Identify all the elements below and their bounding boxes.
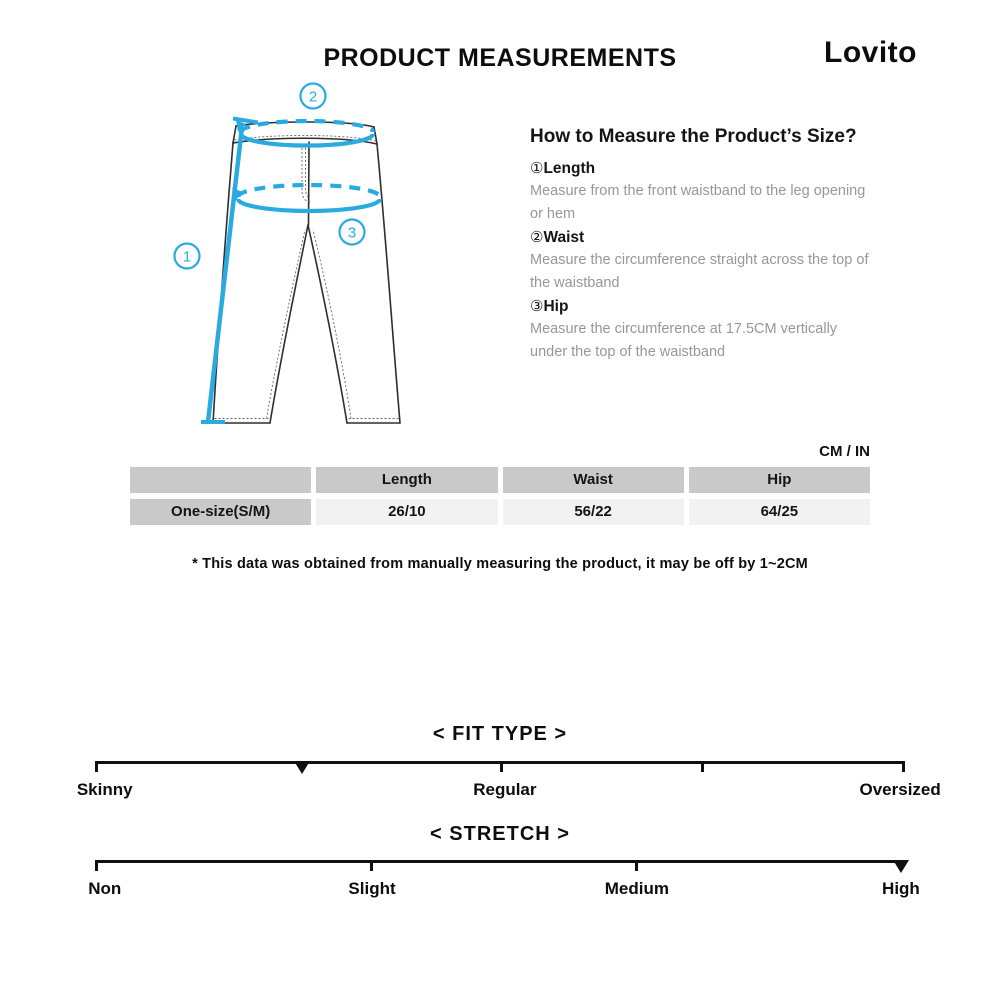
stretch-tick-slight xyxy=(370,860,373,871)
stretch-label-slight: Slight xyxy=(348,879,396,898)
hip-measure-ellipse xyxy=(232,185,380,211)
stretch-axis xyxy=(95,860,905,863)
stretch-scale xyxy=(88,860,920,905)
unit-label: CM / IN xyxy=(819,443,870,460)
fit-type-tick-3q xyxy=(701,761,704,772)
table-header-empty xyxy=(130,467,311,493)
stretch-cap-left xyxy=(95,860,98,871)
table-value-waist: 56/22 xyxy=(503,499,684,525)
table-row-label: One-size(S/M) xyxy=(130,499,311,525)
fit-type-scale xyxy=(76,761,941,806)
stretch-label-high: High xyxy=(882,879,920,898)
measurement-disclaimer: * This data was obtained from manually measuring the product, it may be off by 1~2CM xyxy=(192,556,808,572)
size-table xyxy=(130,467,870,525)
pants-outline xyxy=(213,122,400,423)
fit-label-skinny: Skinny xyxy=(76,780,133,799)
measure-item-length-name: ①Length xyxy=(530,160,596,177)
table-header-length: Length xyxy=(316,467,497,493)
fit-label-regular: Regular xyxy=(473,780,537,799)
circled-3: ③ xyxy=(530,298,544,315)
svg-text:2: 2 xyxy=(308,88,318,106)
how-to-heading: How to Measure the Product’s Size? xyxy=(530,126,857,147)
fit-type-marker xyxy=(294,761,310,774)
table-header-hip: Hip xyxy=(689,467,870,493)
measure-item-length-desc: Measure from the front waistband to the leg opening or hem xyxy=(530,183,866,222)
stretch-label-medium: Medium xyxy=(604,879,669,898)
measure-item-hip-desc: Measure the circumference at 17.5CM vertically under the top of the waistband xyxy=(530,321,838,360)
how-to-measure-section xyxy=(530,124,875,364)
measure-item-waist-desc: Measure the circumference straight across the top of the waistband xyxy=(530,252,869,291)
fit-type-title: < FIT TYPE > xyxy=(432,723,568,745)
fit-type-cap-right xyxy=(902,761,905,772)
callout-length xyxy=(175,244,200,269)
brand-logo: Lovito xyxy=(824,36,917,69)
callout-waist xyxy=(301,84,326,109)
pants-stitching xyxy=(215,135,399,418)
svg-text:3: 3 xyxy=(347,224,357,242)
circled-2: ② xyxy=(530,229,544,246)
fit-label-oversized: Oversized xyxy=(859,780,941,799)
measure-item-hip-name: ③Hip xyxy=(530,298,569,315)
table-value-length: 26/10 xyxy=(316,499,497,525)
stretch-title: < STRETCH > xyxy=(430,823,570,845)
table-header-waist: Waist xyxy=(503,467,684,493)
callout-hip xyxy=(340,220,365,245)
stretch-marker xyxy=(893,860,909,873)
length-measure-line xyxy=(201,119,258,423)
table-value-hip: 64/25 xyxy=(689,499,870,525)
pants-diagram xyxy=(150,80,480,440)
page-title: PRODUCT MEASUREMENTS xyxy=(323,44,677,72)
stretch-label-non: Non xyxy=(88,879,122,898)
fit-type-cap-left xyxy=(95,761,98,772)
circled-1: ① xyxy=(530,160,544,177)
svg-text:1: 1 xyxy=(182,248,192,266)
fit-type-tick-mid xyxy=(500,761,503,772)
stretch-tick-medium xyxy=(635,860,638,871)
measure-item-waist-name: ②Waist xyxy=(530,229,585,246)
